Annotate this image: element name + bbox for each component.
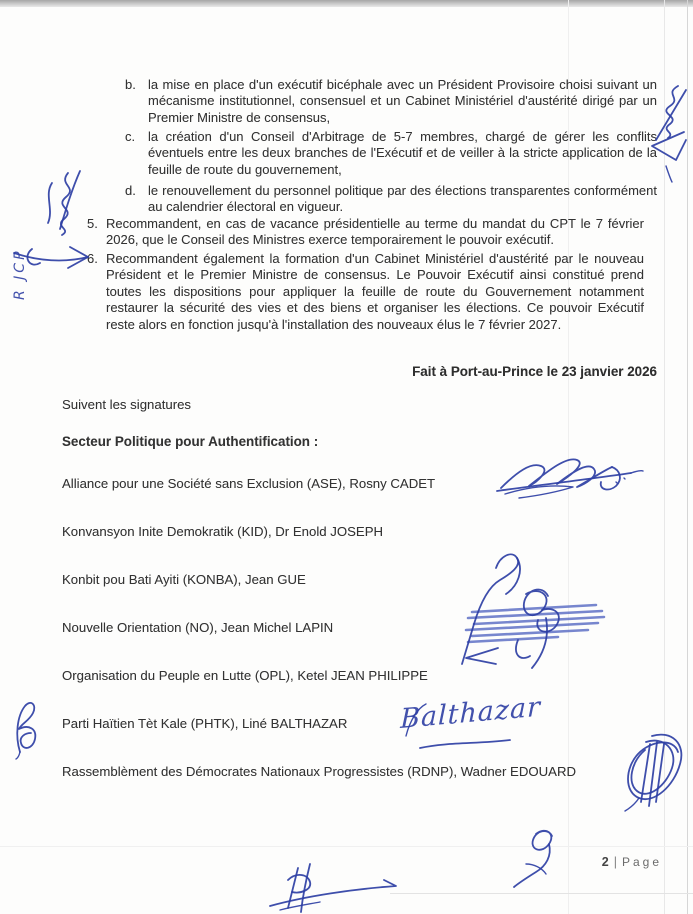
- list-item-marker: b.: [125, 77, 136, 92]
- list-item-c: [125, 129, 657, 178]
- list-item-text: Recommandent également la formation d'un Cabinet Ministériel d'austérité par le nouveau Président et le Premier Ministre de consensus. Le Pouvoir Exécutif ainsi constitué prend toutes les dispositions pour appliquer la feuille de route du Gouvernement notamment restaurer la sécurité des vies et des biens et organiser les élections. Ce pouvoir Exécutif reste alors en fonction jusqu'à l'installation des nouveaux élus le 7 février 2027.: [106, 251, 644, 332]
- list-item-marker: 5.: [87, 216, 98, 231]
- margin-note-text: R JCP: [12, 248, 28, 300]
- signature-balthazar-text: Balthazar: [400, 691, 542, 735]
- list-item-marker: 6.: [87, 251, 98, 266]
- page-number-value: 2: [601, 855, 609, 869]
- signature-balthazar-ink: [398, 691, 548, 760]
- dateline: Fait à Port-au-Prince le 23 janvier 2026: [412, 364, 657, 379]
- party-line-ase: Alliance pour une Société sans Exclusion (ASE), Rosny CADET: [62, 476, 436, 491]
- list-item-text: la mise en place d'un exécutif bicéphale avec un Président Provisoire choisi suivant un mécanisme institutionnel, consensuel et un Cabinet Ministériel d'austérité dirigé par un Premier Ministre de consensus,: [148, 77, 657, 125]
- list-item-marker: c.: [125, 129, 136, 144]
- scan-crease-line: [390, 893, 693, 894]
- signatures-intro: Suivent les signatures: [62, 397, 192, 412]
- signature-gue-lapin-ink: [438, 548, 610, 676]
- party-line-phtk: Parti Haïtien Tèt Kale (PHTK), Liné BALTHAZAR: [62, 716, 348, 731]
- party-line-konba: Konbit pou Bati Ayiti (KONBA), Jean GUE: [62, 572, 306, 587]
- list-item-d: [125, 183, 657, 216]
- party-line-kid: Konvansyon Inite Demokratik (KID), Dr Enold JOSEPH: [62, 524, 384, 539]
- page-number: [602, 855, 662, 869]
- signature-bottom-partial-ink: [262, 862, 407, 914]
- party-line-no: Nouvelle Orientation (NO), Jean Michel LAPIN: [62, 620, 334, 635]
- scan-crease-line: [0, 846, 693, 847]
- list-item-6: [87, 251, 644, 333]
- list-item-text: le renouvellement du personnel politique par des élections transparentes conformément au calendrier électoral en vigueur.: [148, 183, 657, 215]
- page-number-label: Page: [621, 855, 662, 869]
- list-item-b: [125, 77, 657, 126]
- party-line-opl: Organisation du Peuple en Lutte (OPL), Ketel JEAN PHILIPPE: [62, 668, 428, 683]
- signature-small-ink: [506, 824, 562, 890]
- section-heading: Secteur Politique pour Authentification :: [62, 434, 319, 449]
- page-number-divider: |: [613, 855, 617, 869]
- corner-signature-ink: [648, 82, 693, 187]
- list-item-marker: d.: [125, 183, 136, 198]
- list-item-text: Recommandent, en cas de vacance présidentielle au terme du mandat du CPT le 7 février 2026, que le Conseil des Ministres exerce temporairement le pouvoir exécutif.: [106, 216, 644, 248]
- margin-initial-ink: [6, 698, 42, 760]
- signature-cadet-ink: [495, 442, 645, 510]
- list-item-text: la création d'un Conseil d'Arbitrage de 5-7 membres, chargé de gérer les conflits éventuels entre les deux branches de l'Exécutif et de veiller à la stricte application de la feuille de route du gouvernement,: [148, 129, 657, 177]
- signature-edouard-ink: [608, 728, 693, 813]
- list-item-5: [87, 216, 644, 249]
- party-line-rdnp: Rassemblèment des Démocrates Nationaux Progressistes (RDNP), Wadner EDOUARD: [62, 764, 576, 779]
- scan-edge-shadow: [0, 0, 693, 7]
